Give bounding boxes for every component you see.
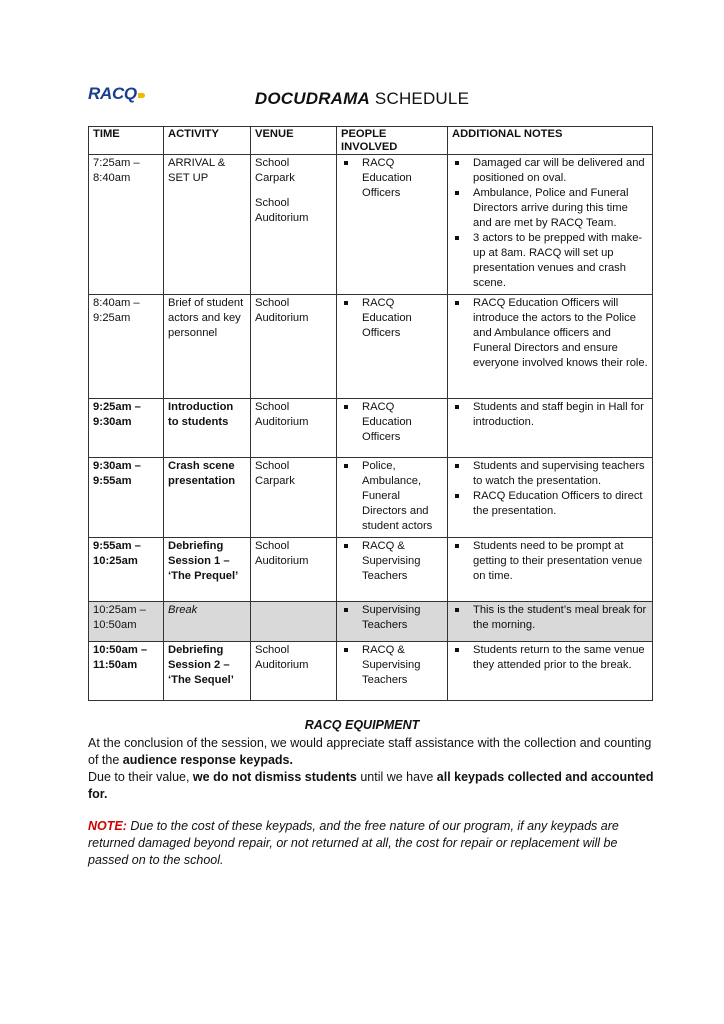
people-item: Supervising Teachers xyxy=(341,603,443,633)
row-activity: Brief of student actors and key personnel xyxy=(164,295,251,399)
p2-text-b: until we have xyxy=(356,770,437,784)
row-time: 9:30am – 9:55am xyxy=(89,458,164,538)
header-people: PEOPLE INVOLVED xyxy=(337,127,448,155)
people-item: RACQ Education Officers xyxy=(341,400,443,445)
header-time: TIME xyxy=(89,127,164,155)
header-notes: ADDITIONAL NOTES xyxy=(448,127,653,155)
row-notes xyxy=(448,458,653,538)
row-people xyxy=(337,602,448,642)
venue-line: School Auditorium xyxy=(255,297,309,324)
row-activity: Introduction to students xyxy=(164,399,251,458)
row-venue xyxy=(251,155,337,295)
row-people xyxy=(337,458,448,538)
row-activity: Crash scene presentation xyxy=(164,458,251,538)
table-row-break xyxy=(89,602,653,642)
note-item: This is the student’s meal break for the morning. xyxy=(452,603,648,633)
venue-line: School Carpark xyxy=(255,157,295,184)
table-header-row xyxy=(89,127,653,155)
row-venue xyxy=(251,399,337,458)
row-notes xyxy=(448,295,653,399)
row-notes xyxy=(448,538,653,602)
row-notes xyxy=(448,399,653,458)
row-time: 7:25am – 8:40am xyxy=(89,155,164,295)
p1-text: At the conclusion of the session, we would appreciate staff assistance with the collection and counting of the xyxy=(88,736,652,767)
table-row xyxy=(89,458,653,538)
note-paragraph xyxy=(88,818,658,869)
row-people xyxy=(337,642,448,701)
title-bold: DOCUDRAMA xyxy=(254,89,370,108)
row-activity: Break xyxy=(164,602,251,642)
header-venue: VENUE xyxy=(251,127,337,155)
people-item: RACQ & Supervising Teachers xyxy=(341,539,443,584)
row-time: 10:25am – 10:50am xyxy=(89,602,164,642)
note-item: 3 actors to be prepped with make-up at 8am. RACQ will set up presentation venues and crash scene. xyxy=(452,231,648,291)
table-row xyxy=(89,399,653,458)
note-item: Students return to the same venue they attended prior to the break. xyxy=(452,643,648,673)
row-time: 10:50am – 11:50am xyxy=(89,642,164,701)
table-row xyxy=(89,538,653,602)
note-item: Students need to be prompt at getting to their presentation venue on time. xyxy=(452,539,648,584)
row-time: 9:25am – 9:30am xyxy=(89,399,164,458)
note-item: Students and supervising teachers to watch the presentation. xyxy=(452,459,648,489)
row-notes xyxy=(448,155,653,295)
venue-line: School Auditorium xyxy=(255,197,309,224)
row-time: 8:40am – 9:25am xyxy=(89,295,164,399)
row-people xyxy=(337,295,448,399)
row-notes xyxy=(448,602,653,642)
table-row xyxy=(89,642,653,701)
header-activity: ACTIVITY xyxy=(164,127,251,155)
venue-line: School Auditorium xyxy=(255,401,309,428)
row-venue xyxy=(251,538,337,602)
row-people xyxy=(337,399,448,458)
logo-text: RACQ xyxy=(88,84,137,103)
people-item: RACQ & Supervising Teachers xyxy=(341,643,443,688)
p2-text-a: Due to their value, xyxy=(88,770,193,784)
venue-line: School Auditorium xyxy=(255,540,309,567)
p2-bold-b: all keypads collected and accounted for. xyxy=(88,770,654,801)
note-item: Ambulance, Police and Funeral Directors arrive during this time and are met by RACQ Team. xyxy=(452,186,648,231)
people-item: Police, Ambulance, Funeral Directors and student actors xyxy=(341,459,443,534)
row-activity: Debriefing Session 1 – ‘The Prequel’ xyxy=(164,538,251,602)
note-item: Students and staff begin in Hall for introduction. xyxy=(452,400,648,430)
row-activity: Debriefing Session 2 – ‘The Sequel’ xyxy=(164,642,251,701)
row-time: 9:55am – 10:25am xyxy=(89,538,164,602)
table-row xyxy=(89,295,653,399)
row-venue xyxy=(251,458,337,538)
row-people xyxy=(337,155,448,295)
people-item: RACQ Education Officers xyxy=(341,296,443,341)
row-notes xyxy=(448,642,653,701)
title-rest: SCHEDULE xyxy=(370,89,470,108)
note-label: NOTE: xyxy=(88,819,127,833)
row-people xyxy=(337,538,448,602)
people-item: RACQ Education Officers xyxy=(341,156,443,201)
note-item: RACQ Education Officers will introduce the actors to the Police and Ambulance officers and Funeral Directors and ensure everyone involved knows their role. xyxy=(452,296,648,371)
p2-bold-a: we do not dismiss students xyxy=(192,770,357,784)
row-venue xyxy=(251,642,337,701)
row-venue xyxy=(251,295,337,399)
equipment-paragraph-1 xyxy=(88,735,658,769)
equipment-paragraph-2 xyxy=(88,769,658,803)
note-item: RACQ Education Officers to direct the presentation. xyxy=(452,489,648,519)
schedule-table xyxy=(88,126,653,701)
p1-bold: audience response keypads. xyxy=(122,753,293,767)
row-venue xyxy=(251,602,337,642)
venue-line: School Auditorium xyxy=(255,644,309,671)
venue-line: School Carpark xyxy=(255,460,295,487)
table-row xyxy=(89,155,653,295)
row-activity: ARRIVAL & SET UP xyxy=(164,155,251,295)
page-title xyxy=(0,89,724,109)
note-item: Damaged car will be delivered and positioned on oval. xyxy=(452,156,648,186)
note-text: Due to the cost of these keypads, and the free nature of our program, if any keypads are returned damaged beyond repair, or not returned at all, the cost for repair or replacement will be passed on to the school. xyxy=(88,819,619,867)
equipment-heading: RACQ EQUIPMENT xyxy=(304,718,420,732)
